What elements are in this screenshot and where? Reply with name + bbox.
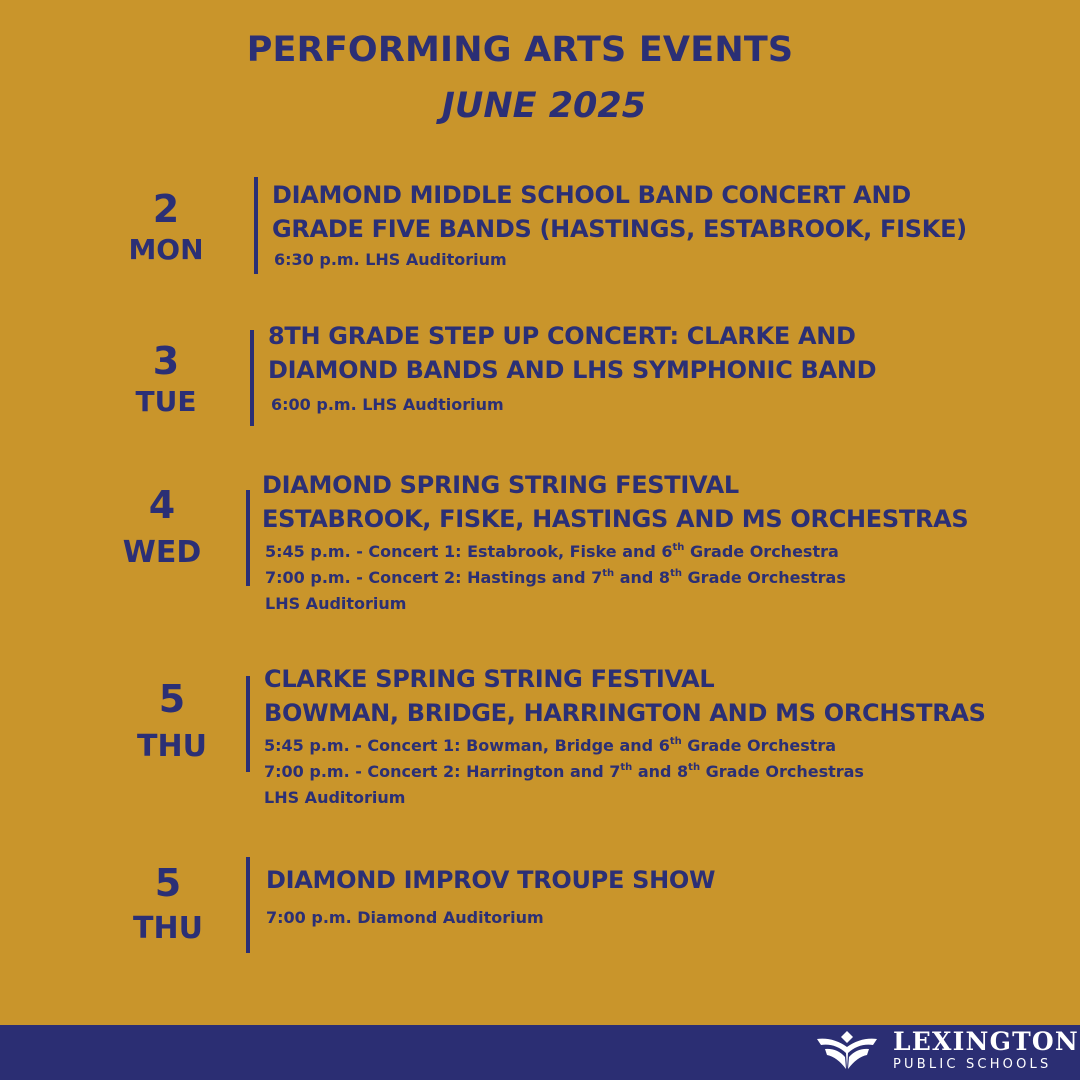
event-divider — [246, 490, 250, 586]
event-date — [82, 483, 242, 570]
day-name: THU — [133, 911, 203, 946]
event-title-line: DIAMOND BANDS AND LHS SYMPHONIC BAND — [268, 356, 877, 384]
logo-name: LEXINGTON — [893, 1027, 1079, 1056]
event-date — [88, 861, 248, 946]
event-date — [86, 187, 246, 266]
event-content — [266, 863, 715, 931]
day-number: 5 — [154, 861, 182, 905]
event-title-line: 8TH GRADE STEP UP CONCERT: CLARKE AND — [268, 322, 856, 350]
event-content — [264, 662, 986, 811]
event-content — [272, 178, 967, 273]
day-number: 5 — [158, 677, 186, 721]
event-content — [268, 319, 876, 418]
event-title-line: CLARKE SPRING STRING FESTIVAL — [264, 665, 715, 693]
event-title-line: DIAMOND SPRING STRING FESTIVAL — [262, 471, 739, 499]
event-divider — [246, 676, 250, 772]
page-title: PERFORMING ARTS EVENTS — [246, 30, 794, 70]
event-detail: 7:00 p.m. - Concert 2: Hastings and 7th and 8th Grade Orchestras — [265, 568, 846, 587]
event-content — [262, 468, 968, 617]
day-name: THU — [137, 729, 207, 764]
day-name: TUE — [135, 385, 197, 418]
event-detail: 5:45 p.m. - Concert 1: Estabrook, Fiske and 6th Grade Orchestra — [265, 542, 839, 561]
school-logo — [893, 1027, 1079, 1073]
event-title-line: BOWMAN, BRIDGE, HARRINGTON AND MS ORCHSTRAS — [264, 699, 986, 727]
day-name: WED — [122, 535, 202, 570]
footer-bar — [0, 1025, 1080, 1080]
event-detail: 7:00 p.m. - Concert 2: Harrington and 7th and 8th Grade Orchestras — [264, 762, 864, 781]
day-name: MON — [128, 233, 204, 266]
event-detail: 6:30 p.m. LHS Auditorium — [274, 250, 507, 269]
logo-subtitle: PUBLIC SCHOOLS — [893, 1057, 1052, 1072]
event-date — [86, 339, 246, 418]
event-detail: 5:45 p.m. - Concert 1: Bowman, Bridge and 6th Grade Orchestra — [264, 736, 837, 755]
event-detail: 7:00 p.m. Diamond Auditorium — [266, 908, 544, 927]
event-venue: LHS Auditorium — [264, 788, 406, 807]
minuteman-shield-icon — [815, 1031, 879, 1079]
event-divider — [246, 857, 250, 953]
event-detail: 6:00 p.m. LHS Audtiorium — [271, 395, 504, 414]
day-number: 2 — [152, 187, 180, 231]
event-divider — [250, 330, 254, 426]
day-number: 3 — [152, 339, 180, 383]
event-title-line: DIAMOND IMPROV TROUPE SHOW — [266, 866, 716, 894]
event-date — [92, 677, 252, 764]
event-venue: LHS Auditorium — [265, 594, 407, 613]
day-number: 4 — [148, 483, 176, 527]
event-title-line: ESTABROOK, FISKE, HASTINGS AND MS ORCHESTRAS — [262, 505, 969, 533]
event-title-line: DIAMOND MIDDLE SCHOOL BAND CONCERT AND — [272, 181, 911, 209]
event-title-line: GRADE FIVE BANDS (HASTINGS, ESTABROOK, FISKE) — [272, 215, 967, 243]
event-divider — [254, 177, 258, 274]
page-subtitle: JUNE 2025 — [441, 86, 647, 126]
